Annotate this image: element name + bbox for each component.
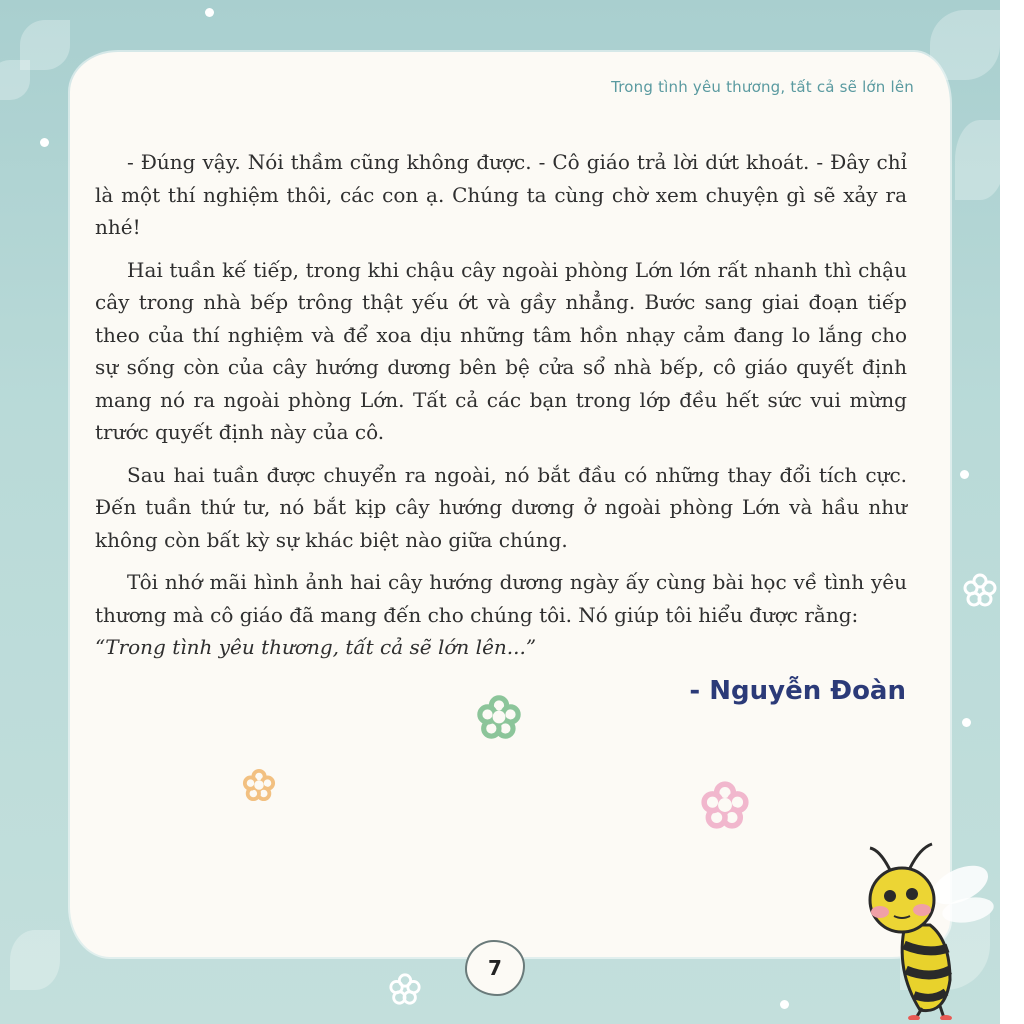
flower-white-icon [962,572,998,608]
page-number: 7 [465,940,525,996]
story-body [95,146,907,664]
dot-decoration [205,8,214,17]
closing-quote: “Trong tình yêu thương, tất cả sẽ lớn lên...” [95,635,537,659]
leaf-decoration [0,60,30,100]
dot-decoration [780,1000,789,1009]
paragraph-text: Tôi nhớ mãi hình ảnh hai cây hướng dương ngày ấy cùng bài học về tình yêu thương mà cô giáo đã mang đến cho chúng tôi. Nó giúp tôi hiểu được rằng: [95,570,907,627]
leaf-decoration [10,930,60,990]
flower-white-icon [388,972,422,1006]
bee-illustration [850,840,1000,1020]
paragraph [95,566,907,664]
paragraph: Sau hai tuần được chuyển ra ngoài, nó bắt đầu có những thay đổi tích cực. Đến tuần thứ tư, nó bắt kịp cây hướng dương ở ngoài phòng Lớn và hầu như không còn bất kỳ sự khác biệt nào giữa chúng. [95,462,907,552]
author-signature: - Nguyễn Đoàn [689,676,906,706]
flower-orange-icon [242,768,276,802]
running-title: Trong tình yêu thương, tất cả sẽ lớn lên [611,78,914,96]
dot-decoration [962,718,971,727]
leaf-decoration [955,120,1000,200]
paragraph: Hai tuần kế tiếp, trong khi chậu cây ngoài phòng Lớn lớn rất nhanh thì chậu cây trong nhà bếp trông thật yếu ớt và gầy nhẳng. Bước sang giai đoạn tiếp theo của thí nghiệm và để xoa dịu những tâm hồn nhạy cảm đang lo lắng cho sự sống còn của cây hướng dương bên bệ cửa sổ nhà bếp, cô giáo quyết định mang nó ra ngoài phòng Lớn. Tất cả các bạn trong lớp đều hết sức vui mừng trước quyết định này của cô. [95,257,907,444]
paragraph: - Đúng vậy. Nói thầm cũng không được. - Cô giáo trả lời dứt khoát. - Đây chỉ là một thí nghiệm thôi, các con ạ. Chúng ta cùng chờ xem chuyện gì sẽ xảy ra nhé! [95,150,907,239]
page-edge [1000,0,1024,1024]
flower-pink-icon [700,780,750,830]
dot-decoration [40,138,49,147]
flower-green-icon [476,694,522,740]
dot-decoration [960,470,969,479]
